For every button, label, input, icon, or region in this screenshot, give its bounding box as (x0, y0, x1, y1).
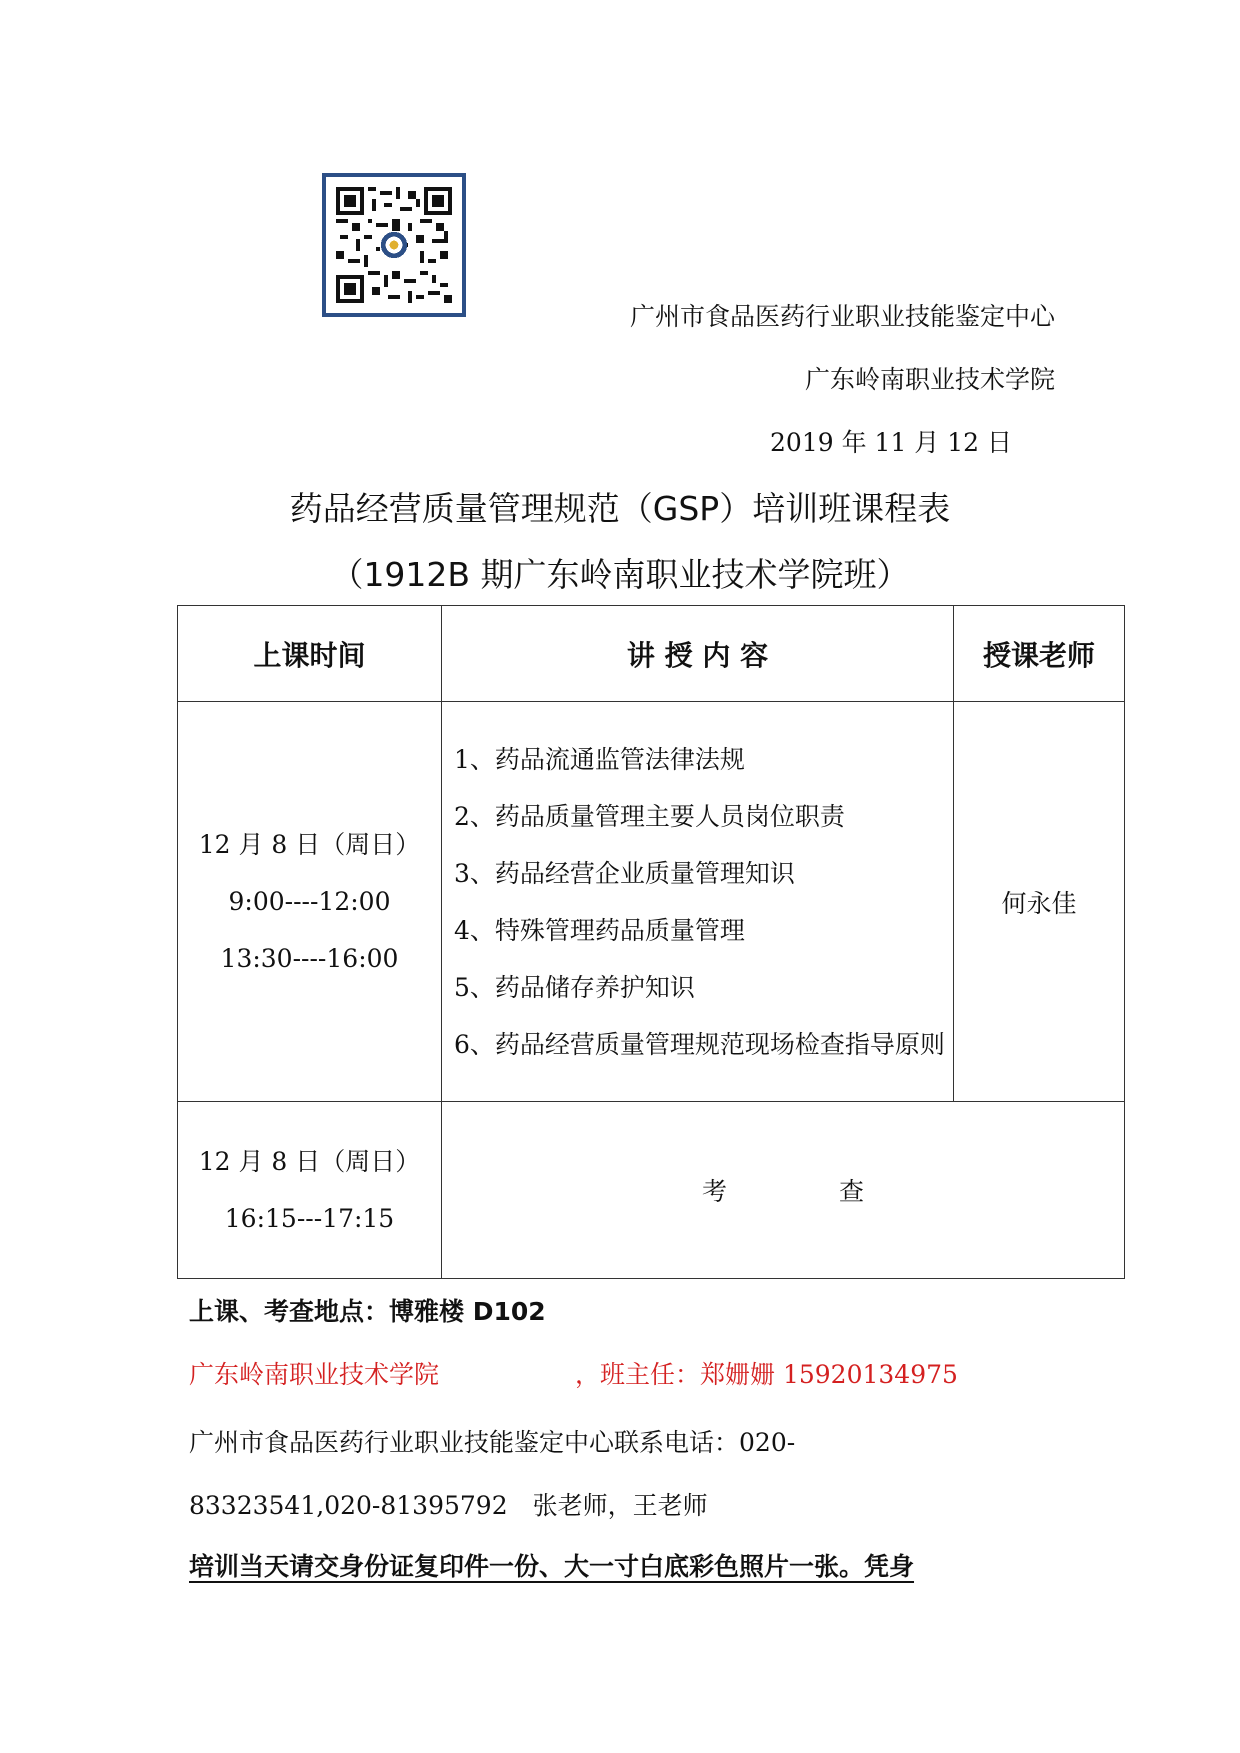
training-notice: 培训当天请交身份证复印件一份、大一寸白底彩色照片一张。凭身 (189, 1552, 915, 1581)
exam-date: 12 月 8 日（周日） (198, 1147, 421, 1176)
content-item: 1、药品流通监管法律法规 (454, 744, 745, 774)
head-teacher-contact: ，班主任：郑姗姗 15920134975 (575, 1360, 958, 1389)
qr-code-pattern (336, 187, 452, 303)
header-date: 2019 年 11 月 12 日 (770, 428, 1012, 457)
content-item: 6、药品经营质量管理规范现场检查指导原则 (454, 1029, 945, 1059)
content-item: 4、特殊管理药品质量管理 (454, 915, 745, 945)
content-cell (442, 702, 954, 1102)
content-item: 3、药品经营企业质量管理知识 (454, 858, 795, 888)
schedule-table (177, 605, 1125, 1279)
table-row (178, 702, 1125, 1102)
content-item: 2、药品质量管理主要人员岗位职责 (454, 801, 845, 831)
table-header-row (178, 606, 1125, 702)
header-cell-content: 讲 授 内 容 (442, 606, 954, 702)
header-cell-teacher: 授课老师 (954, 606, 1125, 702)
page-title: 药品经营质量管理规范（GSP）培训班课程表 (289, 489, 951, 528)
header-cell-time: 上课时间 (178, 606, 442, 702)
teacher-cell: 何永佳 (954, 702, 1125, 1102)
session-time-morning: 9:00----12:00 (228, 887, 391, 916)
time-cell (178, 1102, 442, 1279)
page-subtitle: （1912B 期广东岭南职业技术学院班） (330, 555, 910, 594)
exam-label-char: 考 (701, 1177, 727, 1206)
session-time-afternoon: 13:30----16:00 (220, 944, 399, 973)
school-name: 广东岭南职业技术学院 (189, 1360, 440, 1389)
contact-phone-line1: 广州市食品医药行业职业技能鉴定中心联系电话：020- (189, 1428, 796, 1457)
exam-time: 16:15---17:15 (224, 1204, 395, 1233)
exam-cell (442, 1102, 1125, 1279)
table-row (178, 1102, 1125, 1279)
exam-label-char: 查 (839, 1177, 865, 1206)
header-org-center: 广州市食品医药行业职业技能鉴定中心 (629, 302, 1055, 331)
header-org-college: 广东岭南职业技术学院 (804, 365, 1055, 394)
contact-phone-line2: 83323541,020-81395792 张老师，王老师 (189, 1491, 708, 1520)
qr-code (322, 173, 466, 317)
content-item: 5、药品储存养护知识 (454, 972, 695, 1002)
class-location: 上课、考查地点：博雅楼 D102 (189, 1297, 546, 1326)
session-date: 12 月 8 日（周日） (198, 830, 421, 859)
time-cell (178, 702, 442, 1102)
